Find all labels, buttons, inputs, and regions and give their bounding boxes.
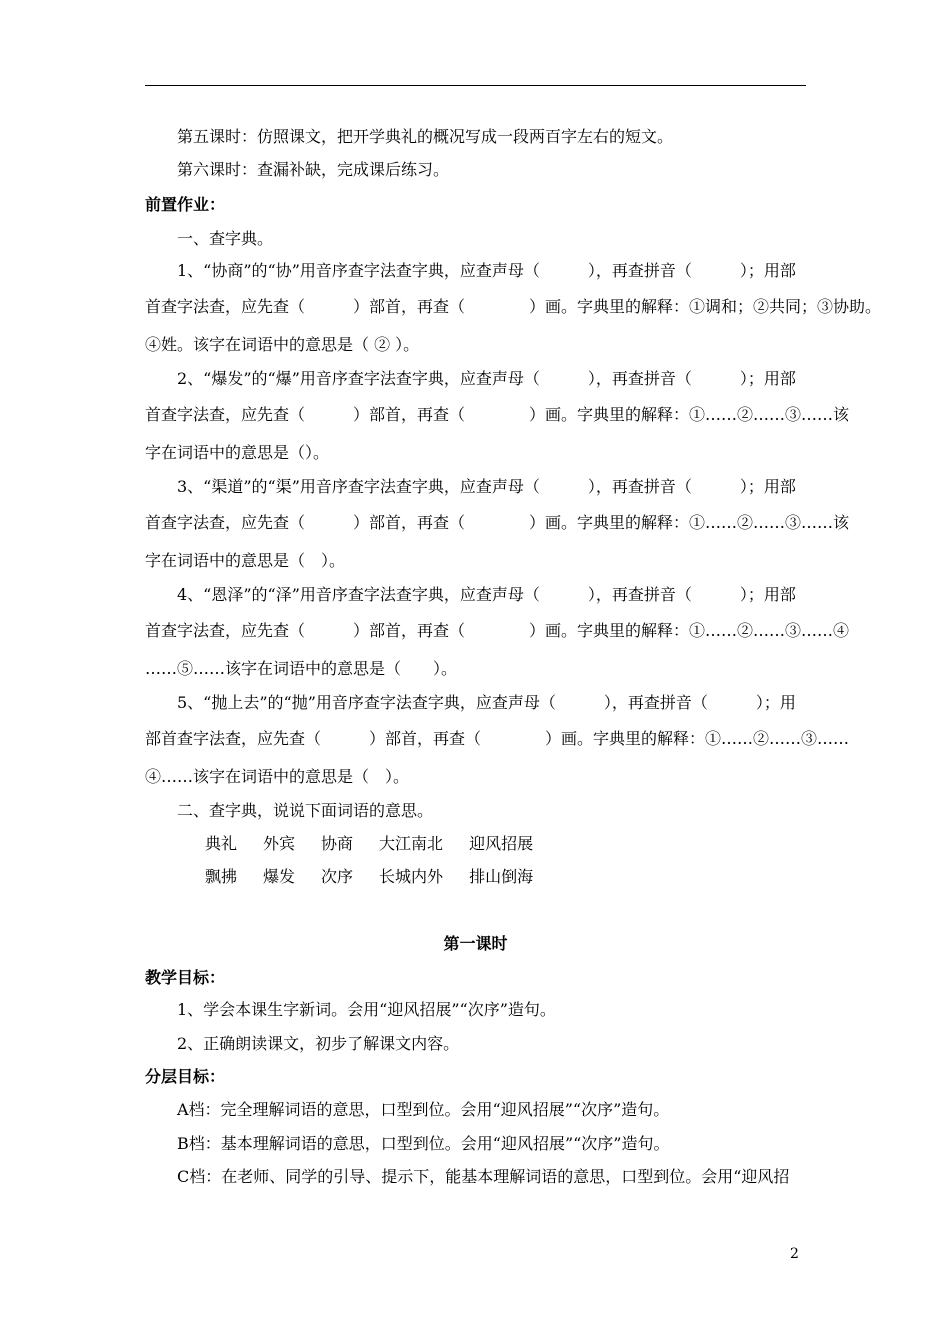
word-list-row-2 [205, 867, 559, 887]
text-line: 2、正确朗读课文，初步了解课文内容。 [177, 1034, 460, 1053]
text-line: 首查字法查，应先查（ ）部首，再查（ ）画。字典里的解释：①……②……③……④ [145, 621, 850, 640]
text-line: 第五课时：仿照课文，把开学典礼的概况写成一段两百字左右的短文。 [177, 127, 674, 146]
word-item: 爆发 [263, 867, 296, 886]
heading-preview-homework: 前置作业： [145, 195, 226, 214]
text-line: 部首查字法查，应先查（ ）部首，再查（ ）画。字典里的解释：①……②……③…… [145, 729, 850, 748]
text-line: 5、“抛上去”的“抛”用音序查字法查字典，应查声母（ ），再查拼音（ ）；用 [177, 693, 796, 712]
word-item: 协商 [321, 834, 354, 853]
word-item: 排山倒海 [469, 867, 534, 886]
text-line: 1、学会本课生字新词。会用“迎风招展”“次序”造句。 [177, 1000, 556, 1019]
text-line: 首查字法查，应先查（ ）部首，再查（ ）画。字典里的解释：①调和；②共同；③协助。 [145, 297, 882, 316]
text-line: 二、查字典，说说下面词语的意思。 [177, 801, 434, 820]
word-item: 迎风招展 [469, 834, 534, 853]
word-item: 长城内外 [379, 867, 444, 886]
text-line: 字在词语中的意思是（）。 [145, 443, 330, 462]
text-line: A档：完全理解词语的意思，口型到位。会用“迎风招展”“次序”造句。 [177, 1100, 670, 1119]
text-line: 一、查字典。 [177, 229, 274, 248]
word-item: 外宾 [263, 834, 296, 853]
text-line: 4、“恩泽”的“泽”用音序查字法查字典，应查声母（ ），再查拼音（ ）；用部 [177, 585, 796, 604]
text-line: 3、“渠道”的“渠”用音序查字法查字典，应查声母（ ），再查拼音（ ）；用部 [177, 477, 796, 496]
word-list-row-1 [205, 834, 559, 854]
text-line: 首查字法查，应先查（ ）部首，再查（ ）画。字典里的解释：①……②……③……该 [145, 513, 850, 532]
text-line: ④……该字在词语中的意思是（ ）。 [145, 767, 410, 786]
text-line: 2、“爆发”的“爆”用音序查字法查字典，应查声母（ ），再查拼音（ ）；用部 [177, 369, 796, 388]
text-line: ④姓。该字在词语中的意思是（ ② ）。 [145, 335, 420, 354]
text-line: 1、“协商”的“协”用音序查字法查字典，应查声母（ ），再查拼音（ ）；用部 [177, 261, 796, 280]
word-item: 飘拂 [205, 867, 238, 886]
text-line: 第六课时：查漏补缺，完成课后练习。 [177, 160, 450, 179]
text-line: B档：基本理解词语的意思，口型到位。会用“迎风招展”“次序”造句。 [177, 1134, 670, 1153]
header-rule [145, 85, 806, 86]
page-number: 2 [790, 1246, 799, 1262]
word-item: 次序 [321, 867, 354, 886]
word-item: 典礼 [205, 834, 238, 853]
text-line: C档：在老师、同学的引导、提示下，能基本理解词语的意思，口型到位。会用“迎风招 [177, 1167, 790, 1186]
heading-tiered-goals: 分层目标： [145, 1067, 226, 1086]
text-line: ……⑤……该字在词语中的意思是（ ）。 [145, 659, 458, 678]
text-line: 字在词语中的意思是（ ）。 [145, 551, 346, 570]
heading-teaching-goals: 教学目标： [145, 968, 226, 987]
text-line: 首查字法查，应先查（ ）部首，再查（ ）画。字典里的解释：①……②……③……该 [145, 405, 850, 424]
section-title: 第一课时 [443, 934, 508, 953]
word-item: 大江南北 [379, 834, 444, 853]
